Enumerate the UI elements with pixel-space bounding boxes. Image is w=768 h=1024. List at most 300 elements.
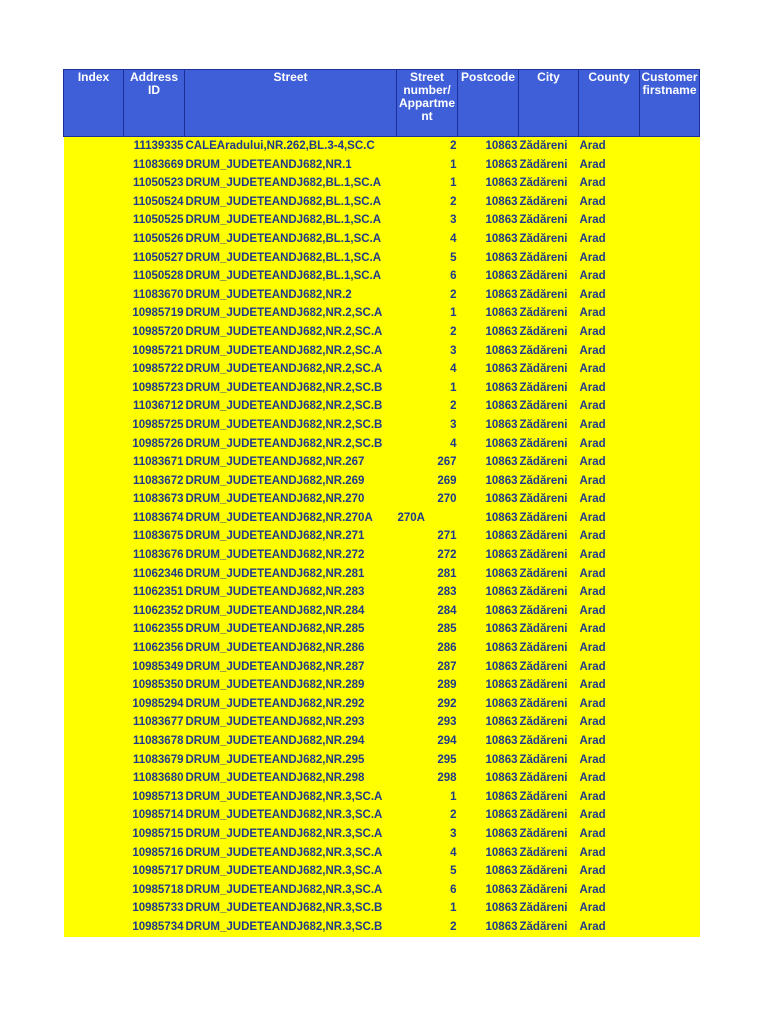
cell-city[interactable]: Zădăreni bbox=[519, 769, 579, 788]
cell-customer-firstname[interactable] bbox=[640, 230, 700, 249]
cell-county[interactable]: Arad bbox=[579, 342, 640, 361]
cell-address-id[interactable]: 11083672 bbox=[124, 472, 185, 491]
cell-postcode[interactable]: 10863 bbox=[458, 490, 519, 509]
column-header-customer-firstname[interactable]: Customer firstname bbox=[640, 70, 700, 137]
cell-city[interactable]: Zădăreni bbox=[519, 249, 579, 268]
cell-customer-firstname[interactable] bbox=[640, 658, 700, 677]
column-header-county[interactable]: County bbox=[579, 70, 640, 137]
cell-index[interactable] bbox=[64, 211, 124, 230]
cell-city[interactable]: Zădăreni bbox=[519, 490, 579, 509]
cell-customer-firstname[interactable] bbox=[640, 527, 700, 546]
cell-customer-firstname[interactable] bbox=[640, 676, 700, 695]
cell-street[interactable]: DRUM_JUDETEANDJ682,BL.1,SC.A bbox=[185, 249, 397, 268]
cell-address-id[interactable]: 10985294 bbox=[124, 695, 185, 714]
cell-street[interactable]: DRUM_JUDETEANDJ682,NR.3,SC.B bbox=[185, 918, 397, 937]
cell-street-number[interactable]: 4 bbox=[397, 360, 458, 379]
cell-address-id[interactable]: 11083677 bbox=[124, 713, 185, 732]
column-header-index[interactable]: Index bbox=[64, 70, 124, 137]
cell-customer-firstname[interactable] bbox=[640, 137, 700, 156]
cell-index[interactable] bbox=[64, 546, 124, 565]
cell-city[interactable]: Zădăreni bbox=[519, 472, 579, 491]
cell-address-id[interactable]: 11050528 bbox=[124, 267, 185, 286]
cell-address-id[interactable]: 11083673 bbox=[124, 490, 185, 509]
cell-street-number[interactable]: 294 bbox=[397, 732, 458, 751]
cell-address-id[interactable]: 11139335 bbox=[124, 137, 185, 156]
cell-city[interactable]: Zădăreni bbox=[519, 527, 579, 546]
cell-postcode[interactable]: 10863 bbox=[458, 732, 519, 751]
cell-street-number[interactable]: 3 bbox=[397, 342, 458, 361]
cell-customer-firstname[interactable] bbox=[640, 639, 700, 658]
cell-street-number[interactable]: 292 bbox=[397, 695, 458, 714]
cell-postcode[interactable]: 10863 bbox=[458, 249, 519, 268]
cell-customer-firstname[interactable] bbox=[640, 304, 700, 323]
cell-county[interactable]: Arad bbox=[579, 304, 640, 323]
cell-index[interactable] bbox=[64, 267, 124, 286]
cell-county[interactable]: Arad bbox=[579, 137, 640, 156]
cell-address-id[interactable]: 11083671 bbox=[124, 453, 185, 472]
cell-street[interactable]: DRUM_JUDETEANDJ682,BL.1,SC.A bbox=[185, 230, 397, 249]
cell-street[interactable]: DRUM_JUDETEANDJ682,NR.3,SC.A bbox=[185, 806, 397, 825]
cell-postcode[interactable]: 10863 bbox=[458, 230, 519, 249]
cell-address-id[interactable]: 10985718 bbox=[124, 881, 185, 900]
cell-county[interactable]: Arad bbox=[579, 658, 640, 677]
cell-customer-firstname[interactable] bbox=[640, 918, 700, 937]
cell-county[interactable]: Arad bbox=[579, 713, 640, 732]
cell-city[interactable]: Zădăreni bbox=[519, 267, 579, 286]
cell-address-id[interactable]: 10985725 bbox=[124, 416, 185, 435]
cell-address-id[interactable]: 11050526 bbox=[124, 230, 185, 249]
cell-city[interactable]: Zădăreni bbox=[519, 397, 579, 416]
cell-index[interactable] bbox=[64, 230, 124, 249]
cell-index[interactable] bbox=[64, 342, 124, 361]
cell-postcode[interactable]: 10863 bbox=[458, 695, 519, 714]
cell-customer-firstname[interactable] bbox=[640, 211, 700, 230]
cell-postcode[interactable]: 10863 bbox=[458, 397, 519, 416]
cell-customer-firstname[interactable] bbox=[640, 862, 700, 881]
cell-street[interactable]: DRUM_JUDETEANDJ682,NR.2,SC.B bbox=[185, 435, 397, 454]
cell-index[interactable] bbox=[64, 825, 124, 844]
cell-postcode[interactable]: 10863 bbox=[458, 211, 519, 230]
cell-street-number[interactable]: 285 bbox=[397, 620, 458, 639]
cell-index[interactable] bbox=[64, 416, 124, 435]
cell-address-id[interactable]: 11083670 bbox=[124, 286, 185, 305]
cell-city[interactable]: Zădăreni bbox=[519, 658, 579, 677]
cell-street[interactable]: DRUM_JUDETEANDJ682,NR.1 bbox=[185, 156, 397, 175]
cell-county[interactable]: Arad bbox=[579, 509, 640, 528]
cell-customer-firstname[interactable] bbox=[640, 509, 700, 528]
cell-postcode[interactable]: 10863 bbox=[458, 806, 519, 825]
cell-customer-firstname[interactable] bbox=[640, 323, 700, 342]
cell-city[interactable]: Zădăreni bbox=[519, 639, 579, 658]
cell-postcode[interactable]: 10863 bbox=[458, 583, 519, 602]
cell-index[interactable] bbox=[64, 509, 124, 528]
cell-street[interactable]: DRUM_JUDETEANDJ682,NR.2,SC.B bbox=[185, 379, 397, 398]
cell-county[interactable]: Arad bbox=[579, 899, 640, 918]
cell-street-number[interactable]: 2 bbox=[397, 137, 458, 156]
cell-county[interactable]: Arad bbox=[579, 267, 640, 286]
cell-street[interactable]: DRUM_JUDETEANDJ682,NR.3,SC.A bbox=[185, 844, 397, 863]
cell-index[interactable] bbox=[64, 453, 124, 472]
cell-index[interactable] bbox=[64, 156, 124, 175]
cell-address-id[interactable]: 10985726 bbox=[124, 435, 185, 454]
cell-city[interactable]: Zădăreni bbox=[519, 286, 579, 305]
cell-postcode[interactable]: 10863 bbox=[458, 639, 519, 658]
cell-street[interactable]: DRUM_JUDETEANDJ682,NR.269 bbox=[185, 472, 397, 491]
cell-street[interactable]: DRUM_JUDETEANDJ682,NR.286 bbox=[185, 639, 397, 658]
cell-street[interactable]: DRUM_JUDETEANDJ682,NR.2,SC.A bbox=[185, 304, 397, 323]
cell-address-id[interactable]: 10985717 bbox=[124, 862, 185, 881]
cell-postcode[interactable]: 10863 bbox=[458, 602, 519, 621]
cell-city[interactable]: Zădăreni bbox=[519, 565, 579, 584]
cell-city[interactable]: Zădăreni bbox=[519, 360, 579, 379]
cell-city[interactable]: Zădăreni bbox=[519, 788, 579, 807]
cell-customer-firstname[interactable] bbox=[640, 825, 700, 844]
cell-street-number[interactable]: 4 bbox=[397, 844, 458, 863]
cell-address-id[interactable]: 10985350 bbox=[124, 676, 185, 695]
cell-customer-firstname[interactable] bbox=[640, 732, 700, 751]
cell-city[interactable]: Zădăreni bbox=[519, 509, 579, 528]
cell-county[interactable]: Arad bbox=[579, 286, 640, 305]
cell-city[interactable]: Zădăreni bbox=[519, 602, 579, 621]
cell-customer-firstname[interactable] bbox=[640, 286, 700, 305]
cell-index[interactable] bbox=[64, 769, 124, 788]
cell-county[interactable]: Arad bbox=[579, 639, 640, 658]
cell-street[interactable]: DRUM_JUDETEANDJ682,NR.3,SC.A bbox=[185, 862, 397, 881]
cell-county[interactable]: Arad bbox=[579, 732, 640, 751]
cell-address-id[interactable]: 10985349 bbox=[124, 658, 185, 677]
cell-city[interactable]: Zădăreni bbox=[519, 193, 579, 212]
cell-county[interactable]: Arad bbox=[579, 546, 640, 565]
cell-city[interactable]: Zădăreni bbox=[519, 453, 579, 472]
cell-index[interactable] bbox=[64, 435, 124, 454]
cell-address-id[interactable]: 10985719 bbox=[124, 304, 185, 323]
cell-county[interactable]: Arad bbox=[579, 695, 640, 714]
cell-address-id[interactable]: 11050524 bbox=[124, 193, 185, 212]
cell-street-number[interactable]: 4 bbox=[397, 435, 458, 454]
cell-city[interactable]: Zădăreni bbox=[519, 751, 579, 770]
cell-street-number[interactable]: 3 bbox=[397, 825, 458, 844]
cell-city[interactable]: Zădăreni bbox=[519, 230, 579, 249]
cell-street-number[interactable]: 270A bbox=[397, 509, 458, 528]
cell-city[interactable]: Zădăreni bbox=[519, 304, 579, 323]
cell-county[interactable]: Arad bbox=[579, 565, 640, 584]
cell-county[interactable]: Arad bbox=[579, 751, 640, 770]
cell-postcode[interactable]: 10863 bbox=[458, 342, 519, 361]
cell-index[interactable] bbox=[64, 918, 124, 937]
cell-county[interactable]: Arad bbox=[579, 844, 640, 863]
cell-county[interactable]: Arad bbox=[579, 360, 640, 379]
cell-county[interactable]: Arad bbox=[579, 918, 640, 937]
cell-city[interactable]: Zădăreni bbox=[519, 546, 579, 565]
cell-customer-firstname[interactable] bbox=[640, 806, 700, 825]
cell-postcode[interactable]: 10863 bbox=[458, 751, 519, 770]
cell-street[interactable]: DRUM_JUDETEANDJ682,NR.2 bbox=[185, 286, 397, 305]
cell-city[interactable]: Zădăreni bbox=[519, 156, 579, 175]
cell-postcode[interactable]: 10863 bbox=[458, 527, 519, 546]
cell-customer-firstname[interactable] bbox=[640, 397, 700, 416]
cell-county[interactable]: Arad bbox=[579, 211, 640, 230]
cell-index[interactable] bbox=[64, 844, 124, 863]
cell-county[interactable]: Arad bbox=[579, 881, 640, 900]
cell-city[interactable]: Zădăreni bbox=[519, 825, 579, 844]
cell-street-number[interactable]: 1 bbox=[397, 899, 458, 918]
cell-city[interactable]: Zădăreni bbox=[519, 379, 579, 398]
cell-street-number[interactable]: 3 bbox=[397, 211, 458, 230]
cell-street[interactable]: DRUM_JUDETEANDJ682,NR.2,SC.A bbox=[185, 360, 397, 379]
cell-street-number[interactable]: 1 bbox=[397, 174, 458, 193]
cell-city[interactable]: Zădăreni bbox=[519, 713, 579, 732]
cell-index[interactable] bbox=[64, 472, 124, 491]
cell-city[interactable]: Zădăreni bbox=[519, 899, 579, 918]
cell-customer-firstname[interactable] bbox=[640, 472, 700, 491]
cell-customer-firstname[interactable] bbox=[640, 602, 700, 621]
cell-index[interactable] bbox=[64, 620, 124, 639]
cell-street[interactable]: DRUM_JUDETEANDJ682,NR.3,SC.A bbox=[185, 881, 397, 900]
cell-county[interactable]: Arad bbox=[579, 249, 640, 268]
cell-customer-firstname[interactable] bbox=[640, 899, 700, 918]
cell-street-number[interactable]: 2 bbox=[397, 323, 458, 342]
cell-street-number[interactable]: 272 bbox=[397, 546, 458, 565]
cell-county[interactable]: Arad bbox=[579, 788, 640, 807]
cell-postcode[interactable]: 10863 bbox=[458, 713, 519, 732]
cell-address-id[interactable]: 10985713 bbox=[124, 788, 185, 807]
cell-street-number[interactable]: 270 bbox=[397, 490, 458, 509]
cell-street-number[interactable]: 2 bbox=[397, 193, 458, 212]
cell-postcode[interactable]: 10863 bbox=[458, 379, 519, 398]
cell-index[interactable] bbox=[64, 658, 124, 677]
cell-street-number[interactable]: 6 bbox=[397, 267, 458, 286]
cell-index[interactable] bbox=[64, 360, 124, 379]
cell-address-id[interactable]: 10985733 bbox=[124, 899, 185, 918]
cell-street-number[interactable]: 2 bbox=[397, 397, 458, 416]
cell-customer-firstname[interactable] bbox=[640, 174, 700, 193]
cell-city[interactable]: Zădăreni bbox=[519, 732, 579, 751]
cell-address-id[interactable]: 11083678 bbox=[124, 732, 185, 751]
cell-customer-firstname[interactable] bbox=[640, 435, 700, 454]
cell-county[interactable]: Arad bbox=[579, 156, 640, 175]
cell-county[interactable]: Arad bbox=[579, 490, 640, 509]
cell-index[interactable] bbox=[64, 397, 124, 416]
cell-street-number[interactable]: 293 bbox=[397, 713, 458, 732]
cell-street[interactable]: DRUM_JUDETEANDJ682,NR.270A bbox=[185, 509, 397, 528]
cell-street[interactable]: DRUM_JUDETEANDJ682,NR.2,SC.A bbox=[185, 342, 397, 361]
cell-index[interactable] bbox=[64, 881, 124, 900]
cell-address-id[interactable]: 10985714 bbox=[124, 806, 185, 825]
cell-street[interactable]: DRUM_JUDETEANDJ682,NR.3,SC.B bbox=[185, 899, 397, 918]
cell-customer-firstname[interactable] bbox=[640, 342, 700, 361]
cell-street-number[interactable]: 3 bbox=[397, 416, 458, 435]
cell-address-id[interactable]: 10985723 bbox=[124, 379, 185, 398]
cell-postcode[interactable]: 10863 bbox=[458, 435, 519, 454]
cell-street-number[interactable]: 281 bbox=[397, 565, 458, 584]
cell-address-id[interactable]: 11083676 bbox=[124, 546, 185, 565]
cell-county[interactable]: Arad bbox=[579, 527, 640, 546]
cell-street-number[interactable]: 289 bbox=[397, 676, 458, 695]
cell-street[interactable]: DRUM_JUDETEANDJ682,NR.292 bbox=[185, 695, 397, 714]
cell-index[interactable] bbox=[64, 137, 124, 156]
cell-street[interactable]: DRUM_JUDETEANDJ682,NR.287 bbox=[185, 658, 397, 677]
cell-county[interactable]: Arad bbox=[579, 174, 640, 193]
cell-index[interactable] bbox=[64, 323, 124, 342]
cell-street[interactable]: DRUM_JUDETEANDJ682,NR.267 bbox=[185, 453, 397, 472]
cell-postcode[interactable]: 10863 bbox=[458, 676, 519, 695]
cell-customer-firstname[interactable] bbox=[640, 881, 700, 900]
cell-street-number[interactable]: 283 bbox=[397, 583, 458, 602]
cell-customer-firstname[interactable] bbox=[640, 565, 700, 584]
cell-county[interactable]: Arad bbox=[579, 230, 640, 249]
cell-postcode[interactable]: 10863 bbox=[458, 323, 519, 342]
cell-customer-firstname[interactable] bbox=[640, 583, 700, 602]
cell-address-id[interactable]: 11062351 bbox=[124, 583, 185, 602]
cell-customer-firstname[interactable] bbox=[640, 546, 700, 565]
cell-postcode[interactable]: 10863 bbox=[458, 825, 519, 844]
cell-street-number[interactable]: 287 bbox=[397, 658, 458, 677]
cell-county[interactable]: Arad bbox=[579, 862, 640, 881]
cell-county[interactable]: Arad bbox=[579, 323, 640, 342]
cell-customer-firstname[interactable] bbox=[640, 156, 700, 175]
cell-postcode[interactable]: 10863 bbox=[458, 174, 519, 193]
cell-street-number[interactable]: 6 bbox=[397, 881, 458, 900]
cell-address-id[interactable]: 10985722 bbox=[124, 360, 185, 379]
cell-customer-firstname[interactable] bbox=[640, 379, 700, 398]
cell-index[interactable] bbox=[64, 788, 124, 807]
cell-city[interactable]: Zădăreni bbox=[519, 806, 579, 825]
cell-street-number[interactable]: 4 bbox=[397, 230, 458, 249]
cell-index[interactable] bbox=[64, 286, 124, 305]
cell-street-number[interactable]: 2 bbox=[397, 806, 458, 825]
cell-street-number[interactable]: 269 bbox=[397, 472, 458, 491]
cell-street-number[interactable]: 1 bbox=[397, 304, 458, 323]
cell-postcode[interactable]: 10863 bbox=[458, 137, 519, 156]
cell-index[interactable] bbox=[64, 695, 124, 714]
cell-postcode[interactable]: 10863 bbox=[458, 769, 519, 788]
cell-index[interactable] bbox=[64, 806, 124, 825]
cell-index[interactable] bbox=[64, 602, 124, 621]
cell-street[interactable]: DRUM_JUDETEANDJ682,NR.289 bbox=[185, 676, 397, 695]
column-header-address-id[interactable]: Address ID bbox=[124, 70, 185, 137]
cell-postcode[interactable]: 10863 bbox=[458, 862, 519, 881]
cell-postcode[interactable]: 10863 bbox=[458, 156, 519, 175]
cell-index[interactable] bbox=[64, 527, 124, 546]
cell-street[interactable]: DRUM_JUDETEANDJ682,NR.3,SC.A bbox=[185, 825, 397, 844]
cell-index[interactable] bbox=[64, 249, 124, 268]
cell-address-id[interactable]: 10985734 bbox=[124, 918, 185, 937]
cell-street[interactable]: DRUM_JUDETEANDJ682,NR.2,SC.B bbox=[185, 416, 397, 435]
cell-street-number[interactable]: 1 bbox=[397, 156, 458, 175]
cell-street[interactable]: DRUM_JUDETEANDJ682,NR.2,SC.A bbox=[185, 323, 397, 342]
cell-customer-firstname[interactable] bbox=[640, 769, 700, 788]
cell-index[interactable] bbox=[64, 899, 124, 918]
cell-customer-firstname[interactable] bbox=[640, 249, 700, 268]
cell-city[interactable]: Zădăreni bbox=[519, 137, 579, 156]
cell-index[interactable] bbox=[64, 490, 124, 509]
cell-street[interactable]: DRUM_JUDETEANDJ682,NR.293 bbox=[185, 713, 397, 732]
cell-address-id[interactable]: 11036712 bbox=[124, 397, 185, 416]
cell-address-id[interactable]: 11062355 bbox=[124, 620, 185, 639]
cell-city[interactable]: Zădăreni bbox=[519, 918, 579, 937]
cell-county[interactable]: Arad bbox=[579, 453, 640, 472]
cell-customer-firstname[interactable] bbox=[640, 713, 700, 732]
cell-address-id[interactable]: 11083675 bbox=[124, 527, 185, 546]
cell-city[interactable]: Zădăreni bbox=[519, 695, 579, 714]
cell-address-id[interactable]: 11050525 bbox=[124, 211, 185, 230]
cell-postcode[interactable]: 10863 bbox=[458, 360, 519, 379]
cell-index[interactable] bbox=[64, 193, 124, 212]
cell-street[interactable]: DRUM_JUDETEANDJ682,NR.270 bbox=[185, 490, 397, 509]
cell-address-id[interactable]: 10985720 bbox=[124, 323, 185, 342]
cell-postcode[interactable]: 10863 bbox=[458, 193, 519, 212]
cell-street-number[interactable]: 298 bbox=[397, 769, 458, 788]
cell-postcode[interactable]: 10863 bbox=[458, 658, 519, 677]
cell-index[interactable] bbox=[64, 751, 124, 770]
cell-city[interactable]: Zădăreni bbox=[519, 174, 579, 193]
cell-county[interactable]: Arad bbox=[579, 435, 640, 454]
cell-county[interactable]: Arad bbox=[579, 806, 640, 825]
cell-postcode[interactable]: 10863 bbox=[458, 416, 519, 435]
cell-city[interactable]: Zădăreni bbox=[519, 583, 579, 602]
cell-city[interactable]: Zădăreni bbox=[519, 676, 579, 695]
cell-address-id[interactable]: 10985721 bbox=[124, 342, 185, 361]
cell-street[interactable]: CALEAradului,NR.262,BL.3-4,SC.C bbox=[185, 137, 397, 156]
cell-address-id[interactable]: 11083674 bbox=[124, 509, 185, 528]
cell-street[interactable]: DRUM_JUDETEANDJ682,BL.1,SC.A bbox=[185, 174, 397, 193]
cell-city[interactable]: Zădăreni bbox=[519, 416, 579, 435]
cell-city[interactable]: Zădăreni bbox=[519, 881, 579, 900]
cell-customer-firstname[interactable] bbox=[640, 751, 700, 770]
cell-address-id[interactable]: 11083679 bbox=[124, 751, 185, 770]
cell-address-id[interactable]: 10985716 bbox=[124, 844, 185, 863]
cell-index[interactable] bbox=[64, 639, 124, 658]
cell-street-number[interactable]: 284 bbox=[397, 602, 458, 621]
cell-postcode[interactable]: 10863 bbox=[458, 472, 519, 491]
cell-county[interactable]: Arad bbox=[579, 620, 640, 639]
cell-customer-firstname[interactable] bbox=[640, 490, 700, 509]
cell-postcode[interactable]: 10863 bbox=[458, 788, 519, 807]
cell-city[interactable]: Zădăreni bbox=[519, 323, 579, 342]
cell-customer-firstname[interactable] bbox=[640, 416, 700, 435]
cell-address-id[interactable]: 11083669 bbox=[124, 156, 185, 175]
cell-index[interactable] bbox=[64, 732, 124, 751]
cell-customer-firstname[interactable] bbox=[640, 193, 700, 212]
cell-street-number[interactable]: 5 bbox=[397, 249, 458, 268]
cell-county[interactable]: Arad bbox=[579, 416, 640, 435]
column-header-postcode[interactable]: Postcode bbox=[458, 70, 519, 137]
cell-street-number[interactable]: 267 bbox=[397, 453, 458, 472]
cell-address-id[interactable]: 11062352 bbox=[124, 602, 185, 621]
cell-postcode[interactable]: 10863 bbox=[458, 620, 519, 639]
cell-street[interactable]: DRUM_JUDETEANDJ682,NR.295 bbox=[185, 751, 397, 770]
cell-street[interactable]: DRUM_JUDETEANDJ682,NR.281 bbox=[185, 565, 397, 584]
cell-postcode[interactable]: 10863 bbox=[458, 565, 519, 584]
cell-address-id[interactable]: 11083680 bbox=[124, 769, 185, 788]
column-header-street-number[interactable]: Street number/ Appartment bbox=[397, 70, 458, 137]
cell-city[interactable]: Zădăreni bbox=[519, 435, 579, 454]
cell-street-number[interactable]: 5 bbox=[397, 862, 458, 881]
cell-street[interactable]: DRUM_JUDETEANDJ682,BL.1,SC.A bbox=[185, 193, 397, 212]
cell-county[interactable]: Arad bbox=[579, 193, 640, 212]
cell-street[interactable]: DRUM_JUDETEANDJ682,NR.285 bbox=[185, 620, 397, 639]
cell-postcode[interactable]: 10863 bbox=[458, 304, 519, 323]
cell-city[interactable]: Zădăreni bbox=[519, 211, 579, 230]
cell-customer-firstname[interactable] bbox=[640, 267, 700, 286]
cell-customer-firstname[interactable] bbox=[640, 695, 700, 714]
cell-county[interactable]: Arad bbox=[579, 676, 640, 695]
cell-postcode[interactable]: 10863 bbox=[458, 844, 519, 863]
cell-street[interactable]: DRUM_JUDETEANDJ682,NR.3,SC.A bbox=[185, 788, 397, 807]
cell-street[interactable]: DRUM_JUDETEANDJ682,NR.272 bbox=[185, 546, 397, 565]
cell-index[interactable] bbox=[64, 379, 124, 398]
cell-address-id[interactable]: 11062356 bbox=[124, 639, 185, 658]
